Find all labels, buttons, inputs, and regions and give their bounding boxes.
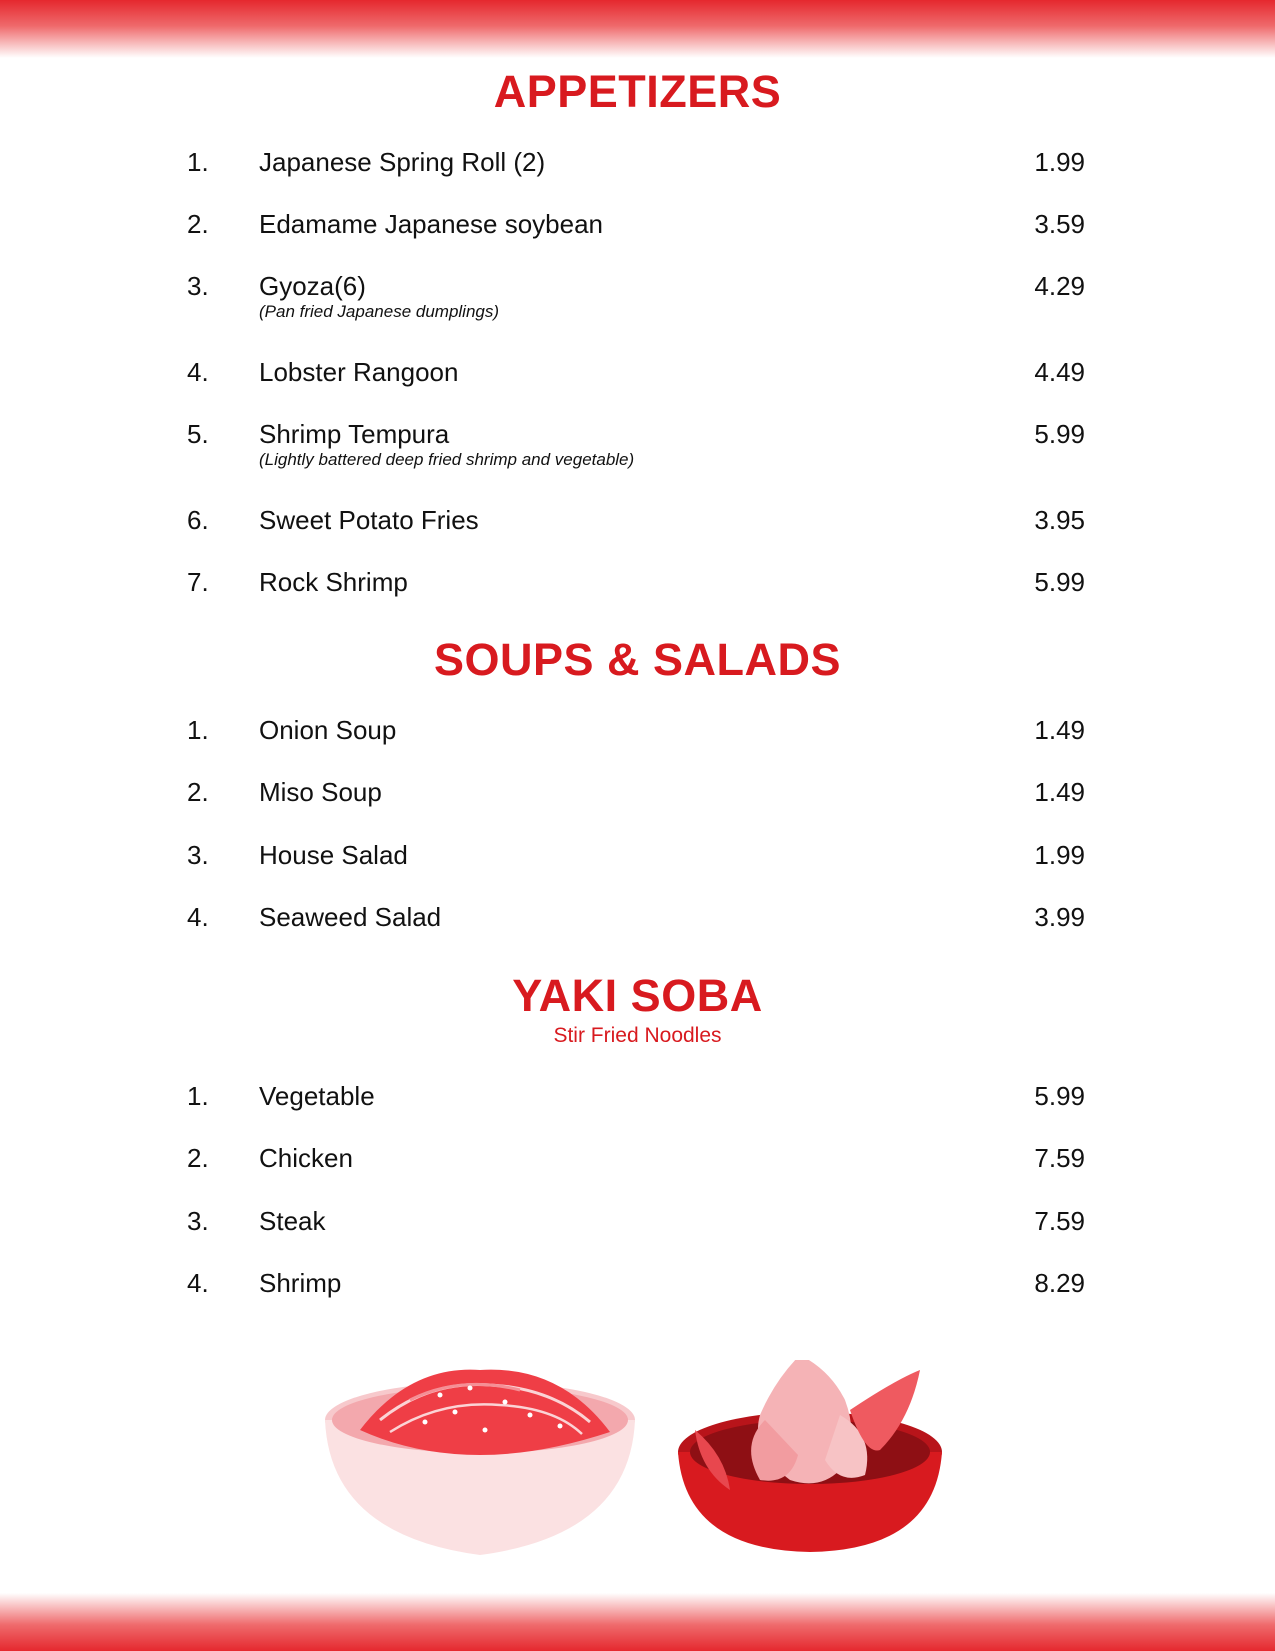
- menu-item: [0, 902, 1275, 962]
- item-number: 5.: [187, 419, 209, 449]
- item-name: Vegetable: [259, 1081, 375, 1111]
- menu-item: [0, 1081, 1275, 1141]
- soups-salads-heading: SOUPS & SALADS: [433, 634, 842, 685]
- food-photos: [320, 1360, 960, 1560]
- item-name: Shrimp: [259, 1268, 342, 1298]
- item-price: 1.99: [1034, 840, 1085, 870]
- item-name: Edamame Japanese soybean: [259, 209, 604, 239]
- appetizers-heading: APPETIZERS: [493, 66, 782, 117]
- menu-item: [0, 840, 1275, 900]
- item-name: House Salad: [259, 840, 408, 870]
- item-number: 2.: [187, 777, 209, 807]
- item-number: 4.: [187, 902, 209, 932]
- item-price: 3.95: [1034, 505, 1085, 535]
- menu-item: [0, 357, 1275, 417]
- bottom-red-band: [0, 1593, 1275, 1651]
- tempura-bowl-image: [678, 1360, 942, 1552]
- menu-item: [0, 271, 1275, 331]
- item-description: (Lightly battered deep fried shrimp and vegetable): [259, 450, 635, 469]
- item-name: Shrimp Tempura: [259, 419, 450, 449]
- yaki-soba-subtitle: Stir Fried Noodles: [553, 1024, 722, 1047]
- menu-item: [0, 567, 1275, 627]
- item-price: 3.59: [1034, 209, 1085, 239]
- menu-item: [0, 1268, 1275, 1328]
- item-name: Chicken: [259, 1143, 353, 1173]
- top-red-band: [0, 0, 1275, 58]
- menu-item: [0, 147, 1275, 207]
- item-price: 1.99: [1034, 147, 1085, 177]
- item-number: 2.: [187, 209, 209, 239]
- item-number: 1.: [187, 147, 209, 177]
- item-number: 3.: [187, 840, 209, 870]
- menu-item: [0, 505, 1275, 565]
- item-price: 8.29: [1034, 1268, 1085, 1298]
- menu-item: [0, 1206, 1275, 1266]
- item-number: 1.: [187, 715, 209, 745]
- item-number: 3.: [187, 1206, 209, 1236]
- menu-item: [0, 777, 1275, 837]
- item-name: Steak: [259, 1206, 326, 1236]
- item-name: Onion Soup: [259, 715, 397, 745]
- item-price: 5.99: [1034, 567, 1085, 597]
- item-name: Rock Shrimp: [259, 567, 408, 597]
- menu-item: [0, 715, 1275, 775]
- item-price: 5.99: [1034, 419, 1085, 449]
- item-number: 3.: [187, 271, 209, 301]
- item-number: 6.: [187, 505, 209, 535]
- seaweed-salad-bowl-image: [325, 1370, 635, 1555]
- item-name: Seaweed Salad: [259, 902, 442, 932]
- menu-item: [0, 419, 1275, 479]
- item-number: 4.: [187, 357, 209, 387]
- item-price: 7.59: [1034, 1143, 1085, 1173]
- item-price: 5.99: [1034, 1081, 1085, 1111]
- item-number: 1.: [187, 1081, 209, 1111]
- menu-item: [0, 209, 1275, 269]
- item-price: 3.99: [1034, 902, 1085, 932]
- item-name: Miso Soup: [259, 777, 382, 807]
- item-number: 4.: [187, 1268, 209, 1298]
- item-name: Sweet Potato Fries: [259, 505, 479, 535]
- item-number: 2.: [187, 1143, 209, 1173]
- item-price: 1.49: [1034, 777, 1085, 807]
- item-price: 7.59: [1034, 1206, 1085, 1236]
- yaki-soba-heading: YAKI SOBA: [512, 970, 763, 1021]
- item-description: (Pan fried Japanese dumplings): [259, 302, 500, 321]
- item-number: 7.: [187, 567, 209, 597]
- menu-item: [0, 1143, 1275, 1203]
- item-price: 1.49: [1034, 715, 1085, 745]
- item-name: Lobster Rangoon: [259, 357, 459, 387]
- item-price: 4.49: [1034, 357, 1085, 387]
- item-name: Gyoza(6): [259, 271, 366, 301]
- item-name: Japanese Spring Roll (2): [259, 147, 546, 177]
- item-price: 4.29: [1034, 271, 1085, 301]
